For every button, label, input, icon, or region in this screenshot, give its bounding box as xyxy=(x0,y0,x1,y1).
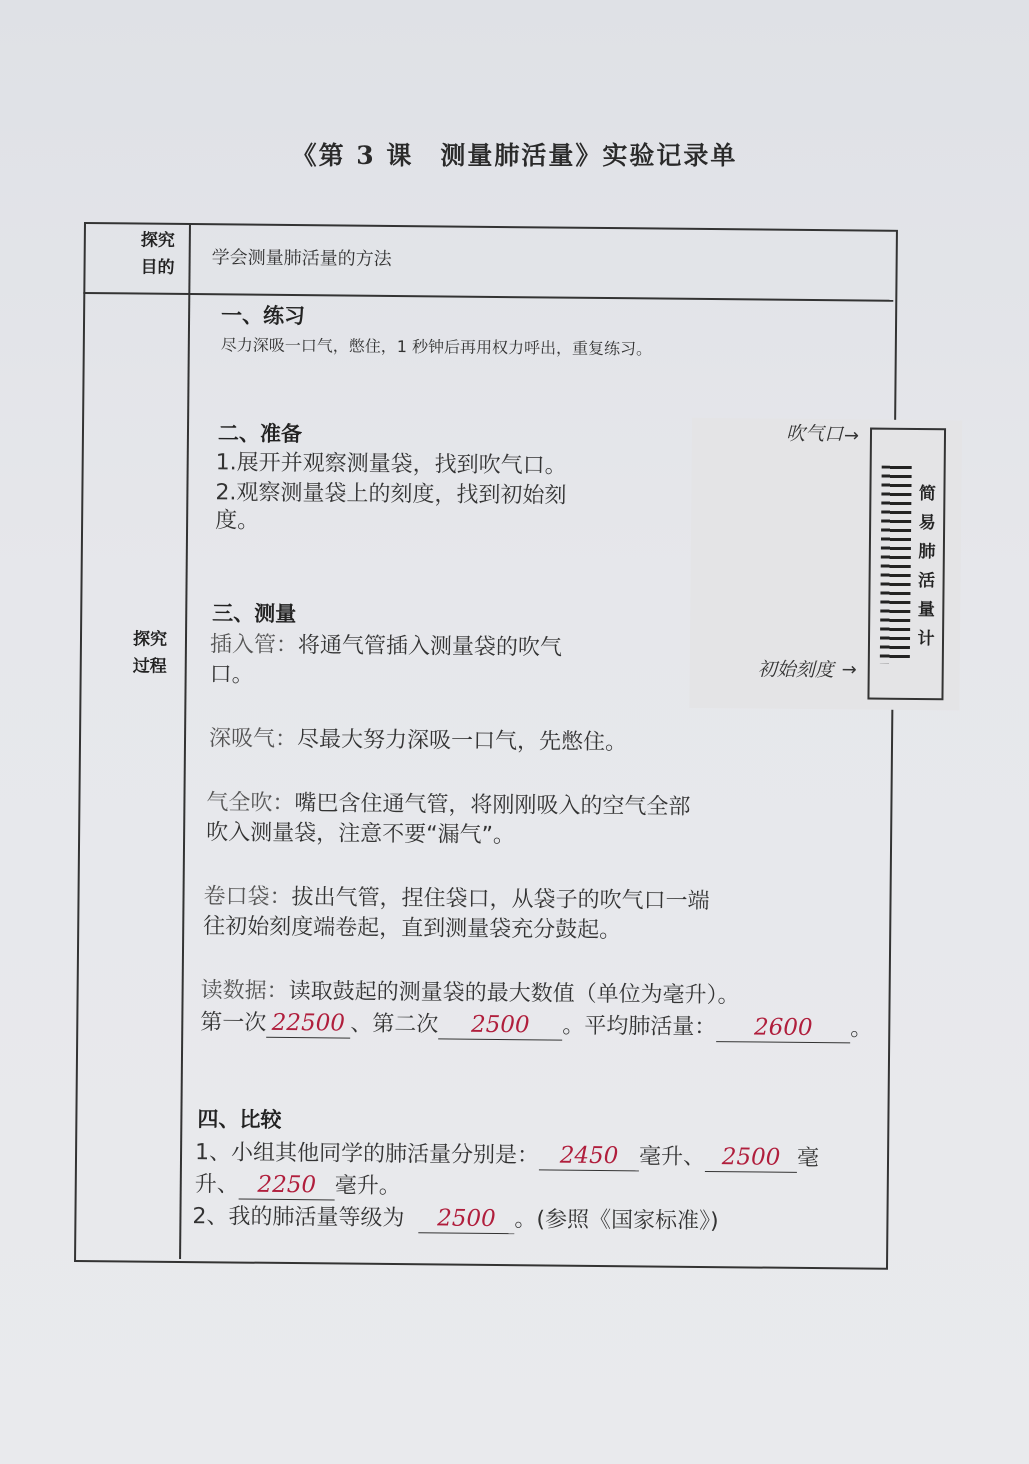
section4-heading: 四、比较 xyxy=(197,1107,282,1132)
step2-text: 尽最大努力深吸一口气，先憋住。 xyxy=(296,727,628,756)
peer1-unit: 毫升、 xyxy=(638,1144,706,1171)
record-table xyxy=(74,222,937,1274)
level-end: 。(参照《国家标准》) xyxy=(514,1207,719,1235)
first-label: 第一次 xyxy=(200,1010,267,1036)
spirometer-diagram xyxy=(757,419,962,711)
section4-line2 xyxy=(195,1169,401,1202)
second-reading-field[interactable]: 2500 xyxy=(438,1010,562,1040)
section1-heading: 一、练习 xyxy=(220,303,306,329)
section2-line2: 2.观察测量袋上的刻度，找到初始刻 xyxy=(215,480,567,509)
peer2-unit: 毫 xyxy=(796,1145,820,1172)
device-label: 简易肺活量计 xyxy=(917,484,937,650)
section4-line1 xyxy=(195,1137,819,1174)
purpose-label: 探究 目的 xyxy=(140,230,175,278)
measuring-bag xyxy=(867,428,946,701)
purpose-text: 学会测量肺活量的方法 xyxy=(211,247,392,270)
peers-label: 1、小组其他同学的肺活量分别是： xyxy=(194,1140,540,1169)
step1-cont: 口。 xyxy=(209,662,254,688)
section4-line3 xyxy=(192,1201,718,1237)
peer2-field[interactable]: 2500 xyxy=(705,1143,797,1173)
arrow-icon: → xyxy=(841,659,857,681)
section2-line1: 1.展开并观察测量袋，找到吹气口。 xyxy=(215,450,567,479)
section3-heading: 三、测量 xyxy=(212,601,297,627)
section2-heading: 二、准备 xyxy=(217,421,303,447)
step4-text: 拔出气管，捏住袋口，从袋子的吹气口一端 xyxy=(291,885,710,915)
first-reading-field[interactable]: 22500 xyxy=(266,1009,350,1039)
step1-text: 将通气管插入测量袋的吹气 xyxy=(297,633,563,661)
blow-port-label: 吹气口 xyxy=(785,422,844,446)
peer3-field[interactable]: 2250 xyxy=(239,1171,335,1201)
process-label: 探究 过程 xyxy=(132,629,168,677)
second-label: 、第二次 xyxy=(350,1011,439,1038)
initial-scale-label: 初始刻度 xyxy=(757,658,834,682)
step3-text: 嘴巴含住通气管，将刚刚吸入的空气全部 xyxy=(294,791,691,820)
scale-marks xyxy=(880,466,912,664)
peer3-unit: 毫升。 xyxy=(334,1173,401,1200)
level-label: 2、我的肺活量等级为 xyxy=(192,1204,405,1232)
arrow-icon: → xyxy=(843,425,860,447)
readings-end: 。 xyxy=(850,1016,873,1042)
page-title: 《第 3 课 测量肺活量》实验记录单 xyxy=(291,141,738,170)
step5-line xyxy=(200,975,739,1011)
average-label: 。平均肺活量： xyxy=(562,1013,717,1041)
step1-line xyxy=(210,629,562,663)
step1-key: 插入管： xyxy=(209,632,299,659)
peer3-prefix: 升、 xyxy=(194,1172,239,1198)
average-field[interactable]: 2600 xyxy=(716,1013,850,1043)
peer1-field[interactable]: 2450 xyxy=(539,1141,639,1171)
step4-key: 卷口袋： xyxy=(203,884,292,911)
section1-text: 尽力深吸一口气，憋住，1 秒钟后再用权力呼出，重复练习。 xyxy=(220,335,653,359)
step4-cont: 往初始刻度端卷起，直到测量袋充分鼓起。 xyxy=(203,914,622,944)
readings-line xyxy=(200,1007,872,1044)
step3-cont: 吹入测量袋，注意不要“漏气”。 xyxy=(206,820,516,849)
section2-line3: 度。 xyxy=(215,508,260,534)
step2-line xyxy=(209,723,627,758)
step2-key: 深吸气： xyxy=(208,726,298,753)
step3-key: 气全吹： xyxy=(206,790,295,817)
step5-key: 读数据： xyxy=(200,978,289,1004)
level-field[interactable]: 2500 xyxy=(418,1204,514,1234)
step5-text: 读取鼓起的测量袋的最大数值（单位为毫升）。 xyxy=(288,979,740,1009)
